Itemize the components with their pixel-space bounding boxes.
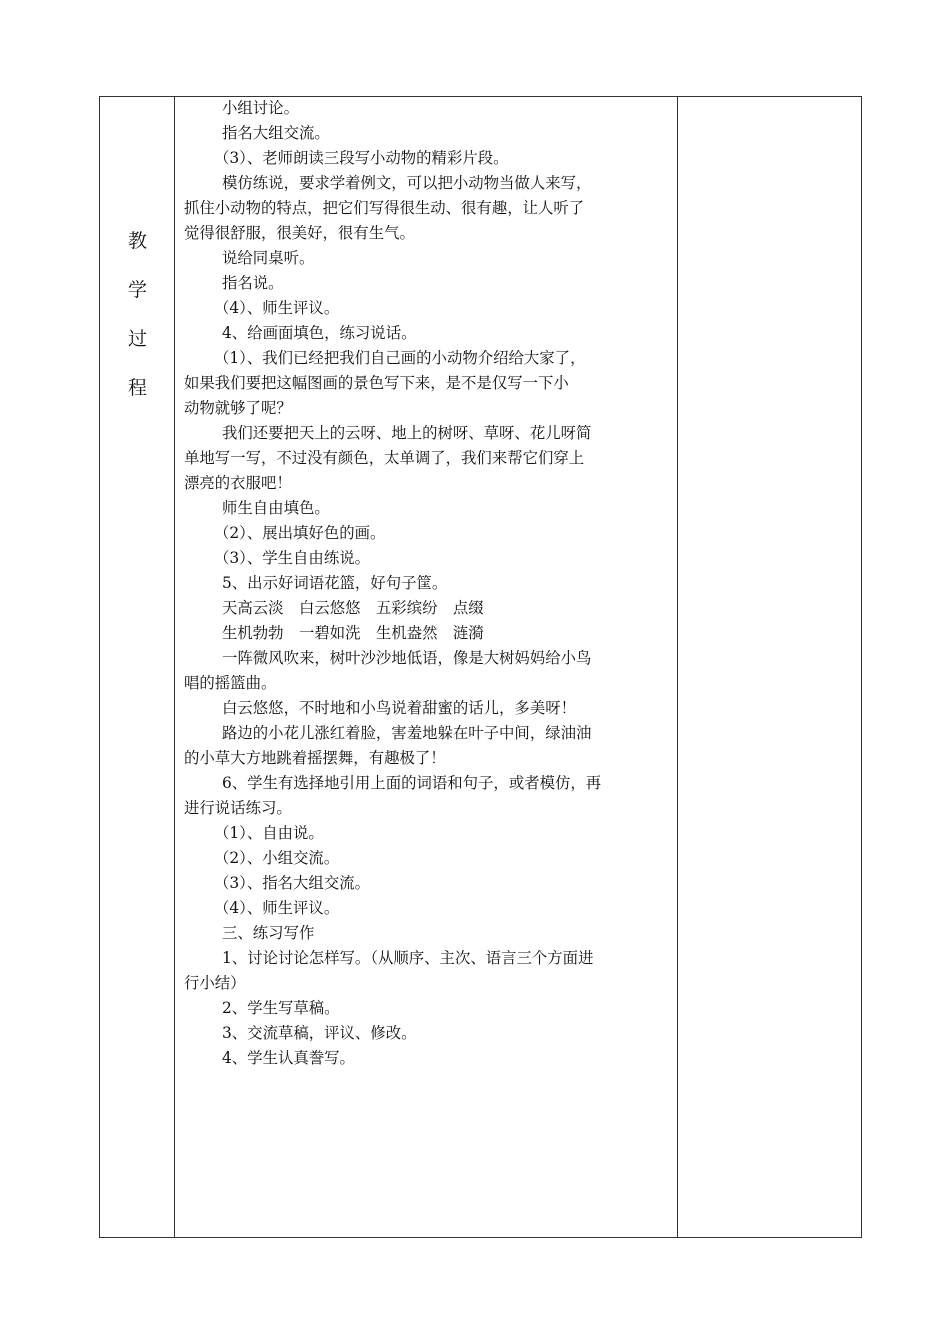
content-line: 生机勃勃 一碧如洗 生机盎然 涟漪 (222, 624, 484, 642)
content-line: 5、出示好词语花篮，好句子筐。 (222, 574, 448, 592)
content-line: 如果我们要把这幅图画的景色写下来，是不是仅写一下小 (184, 374, 569, 392)
content-line: 路边的小花儿涨红着脸，害羞地躲在叶子中间，绿油油 (222, 724, 592, 742)
content-line: 3、交流草稿，评议、修改。 (222, 1024, 417, 1042)
content-line: 说给同桌听。 (222, 249, 315, 267)
section-label-char: 教 (127, 230, 147, 252)
content-line: 单地写一写，不过没有颜色，太单调了，我们来帮它们穿上 (184, 449, 585, 467)
content-line: 指名说。 (222, 274, 284, 292)
content-line: 2、学生写草稿。 (222, 999, 340, 1017)
content-line: 天高云淡 白云悠悠 五彩缤纷 点缀 (222, 599, 484, 617)
content-line: 唱的摇篮曲。 (184, 674, 277, 692)
content-line: 一阵微风吹来，树叶沙沙地低语，像是大树妈妈给小鸟 (222, 649, 592, 667)
content-line: 4、学生认真誊写。 (222, 1049, 355, 1067)
section-label-char: 程 (127, 377, 147, 399)
content-line: 三、练习写作 (222, 924, 315, 942)
content-line: （2）、展出填好色的画。 (214, 524, 386, 542)
content-line: 小组讨论。 (222, 99, 299, 117)
content-line: 动物就够了呢？ (184, 399, 292, 417)
content-line: （3）、指名大组交流。 (214, 874, 370, 892)
content-line: 漂亮的衣服吧！ (184, 474, 292, 492)
content-line: 6、学生有选择地引用上面的词语和句子，或者模仿，再 (222, 774, 602, 792)
content-line: （4）、师生评议。 (214, 299, 340, 317)
section-label-char: 过 (127, 328, 147, 350)
content-line: （3）、老师朗读三段写小动物的精彩片段。 (214, 149, 509, 167)
content-line: 白云悠悠，不时地和小鸟说着甜蜜的话儿，多美呀！ (222, 699, 576, 717)
content-line: 4、给画面填色，练习说话。 (222, 324, 417, 342)
content-line: 觉得很舒服，很美好，很有生气。 (184, 224, 415, 242)
teaching-process-content (175, 97, 678, 1237)
notes-cell (678, 97, 861, 1237)
content-line: （4）、师生评议。 (214, 899, 340, 917)
content-line: 我们还要把天上的云呀、地上的树呀、草呀、花儿呀简 (222, 424, 592, 442)
content-line: （2）、小组交流。 (214, 849, 340, 867)
content-line: 指名大组交流。 (222, 124, 330, 142)
content-line: 的小草大方地跳着摇摆舞，有趣极了！ (184, 749, 446, 767)
section-label-cell (100, 97, 175, 1237)
content-line: 模仿练说，要求学着例文，可以把小动物当做人来写， (222, 174, 592, 192)
lesson-plan-table (99, 96, 862, 1238)
content-line: （1）、我们已经把我们自己画的小动物介绍给大家了， (214, 349, 586, 367)
content-line: （3）、学生自由练说。 (214, 549, 370, 567)
content-line: 进行说话练习。 (184, 799, 292, 817)
section-label-char: 学 (127, 279, 147, 301)
content-lines (184, 97, 671, 1071)
content-line: 行小结） (184, 974, 246, 992)
content-line: 1、讨论讨论怎样写。（从顺序、主次、语言三个方面进 (222, 949, 594, 967)
content-line: （1）、自由说。 (214, 824, 324, 842)
content-line: 师生自由填色。 (222, 499, 330, 517)
section-label (100, 217, 175, 413)
content-line: 抓住小动物的特点，把它们写得很生动、很有趣，让人听了 (184, 199, 585, 217)
